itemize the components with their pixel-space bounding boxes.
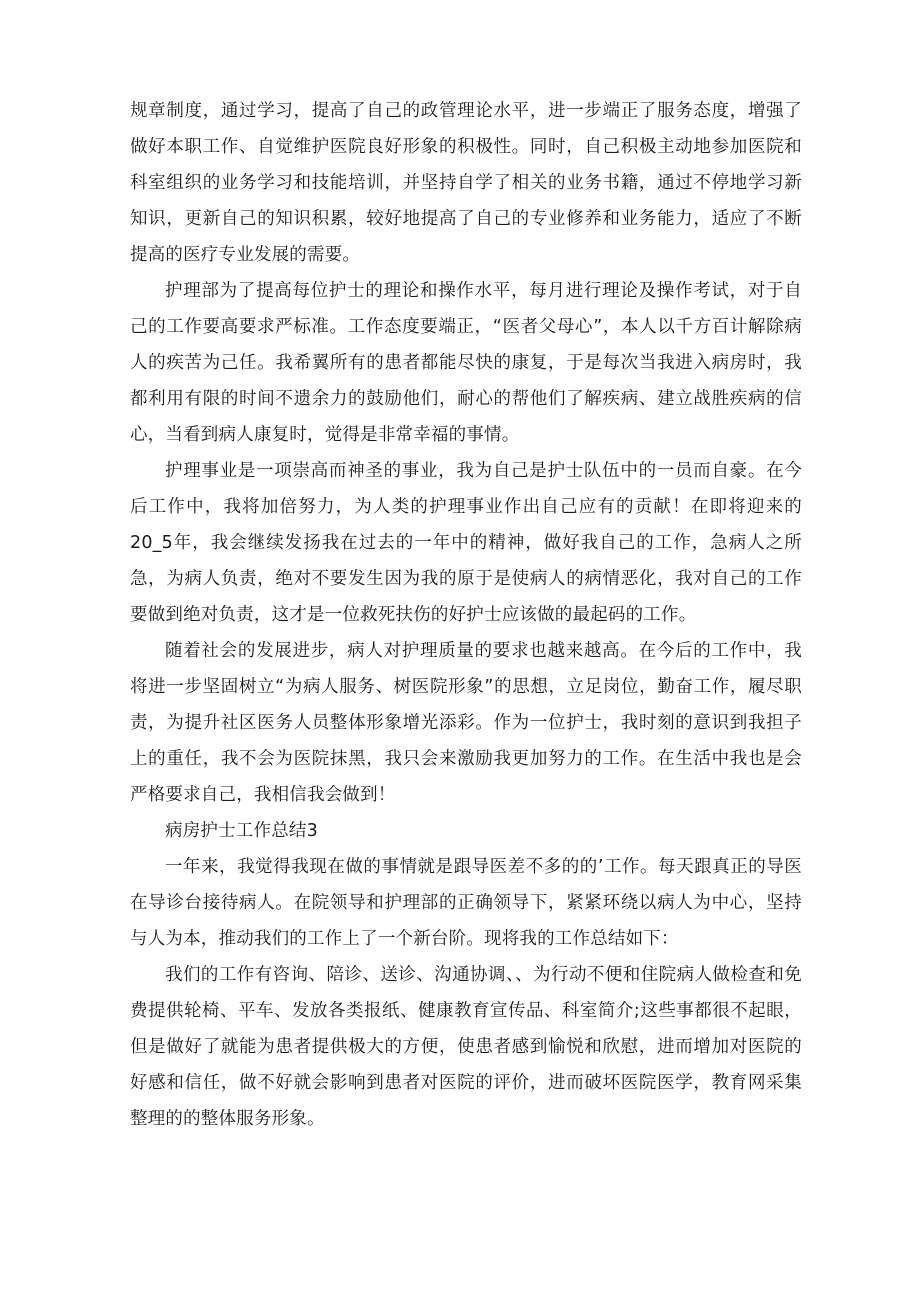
section-heading: 病房护士工作总结3	[165, 821, 318, 841]
paragraph: 护理事业是一项崇高而神圣的事业，我为自己是护士队伍中的一员而自豪。在今后工作中，我将加倍努力，为人类的护理事业作出自己应有的贡献！在即将迎来的20_5年，我会继续发扬我在过去的一年中的精神，做好我自己的工作，急病人之所急，为病人负责，绝对不要发生因为我的原于是使病人的病情恶化，我对自己的工作要做到绝对负责，这才是一位救死扶伤的好护士应该做的最起码的工作。	[130, 461, 802, 625]
paragraph: 一年来，我觉得我现在做的事情就是跟导医差不多的的’工作。每天跟真正的导医在导诊台接待病人。在院领导和护理部的正确领导下，紧紧环绕以病人为中心，坚持与人为本，推动我们的工作上了一个新台阶。现将我的工作总结如下：	[130, 857, 802, 949]
paragraph: 我们的工作有咨询、陪诊、送诊、沟通协调、、为行动不便和住院病人做检查和免费提供轮椅、平车、发放各类报纸、健康教育宣传品、科室简介;这些事都很不起眼，但是做好了就能为患者提供极大的方便，使患者感到愉悦和欣慰，进而增加对医院的好感和信任，做不好就会影响到患者对医院的评价，进而破坏医院医学，教育网采集整理的的整体服务形象。	[130, 965, 802, 1129]
paragraph: 随着社会的发展进步，病人对护理质量的要求也越来越高。在今后的工作中，我将进一步坚固树立“为病人服务、树医院形象”的思想，立足岗位，勤奋工作，履尽职责，为提升社区医务人员整体形象增光添彩。作为一位护士，我时刻的意识到我担子上的重任，我不会为医院抹黑，我只会来激励我更加努力的工作。在生活中我也是会严格要求自己，我相信我会做到！	[130, 641, 802, 805]
paragraph-continued: 规章制度，通过学习，提高了自己的政管理论水平，进一步端正了服务态度，增强了做好本职工作、自觉维护医院良好形象的积极性。同时，自己积极主动地参加医院和科室组织的业务学习和技能培训，并坚持自学了相关的业务书籍，通过不停地学习新知识，更新自己的知识积累，较好地提高了自己的专业修养和业务能力，适应了不断提高的医疗专业发展的需要。	[130, 101, 802, 265]
paragraph: 护理部为了提高每位护士的理论和操作水平，每月进行理论及操作考试，对于自己的工作要高要求严标准。工作态度要端正，“医者父母心”，本人以千方百计解除病人的疾苦为己任。我希翼所有的患者都能尽快的康复，于是每次当我进入病房时，我都利用有限的时间不遗余力的鼓励他们，耐心的帮他们了解疾病、建立战胜疾病的信心，当看到病人康复时，觉得是非常幸福的事情。	[130, 281, 802, 445]
document-body	[130, 93, 802, 1137]
